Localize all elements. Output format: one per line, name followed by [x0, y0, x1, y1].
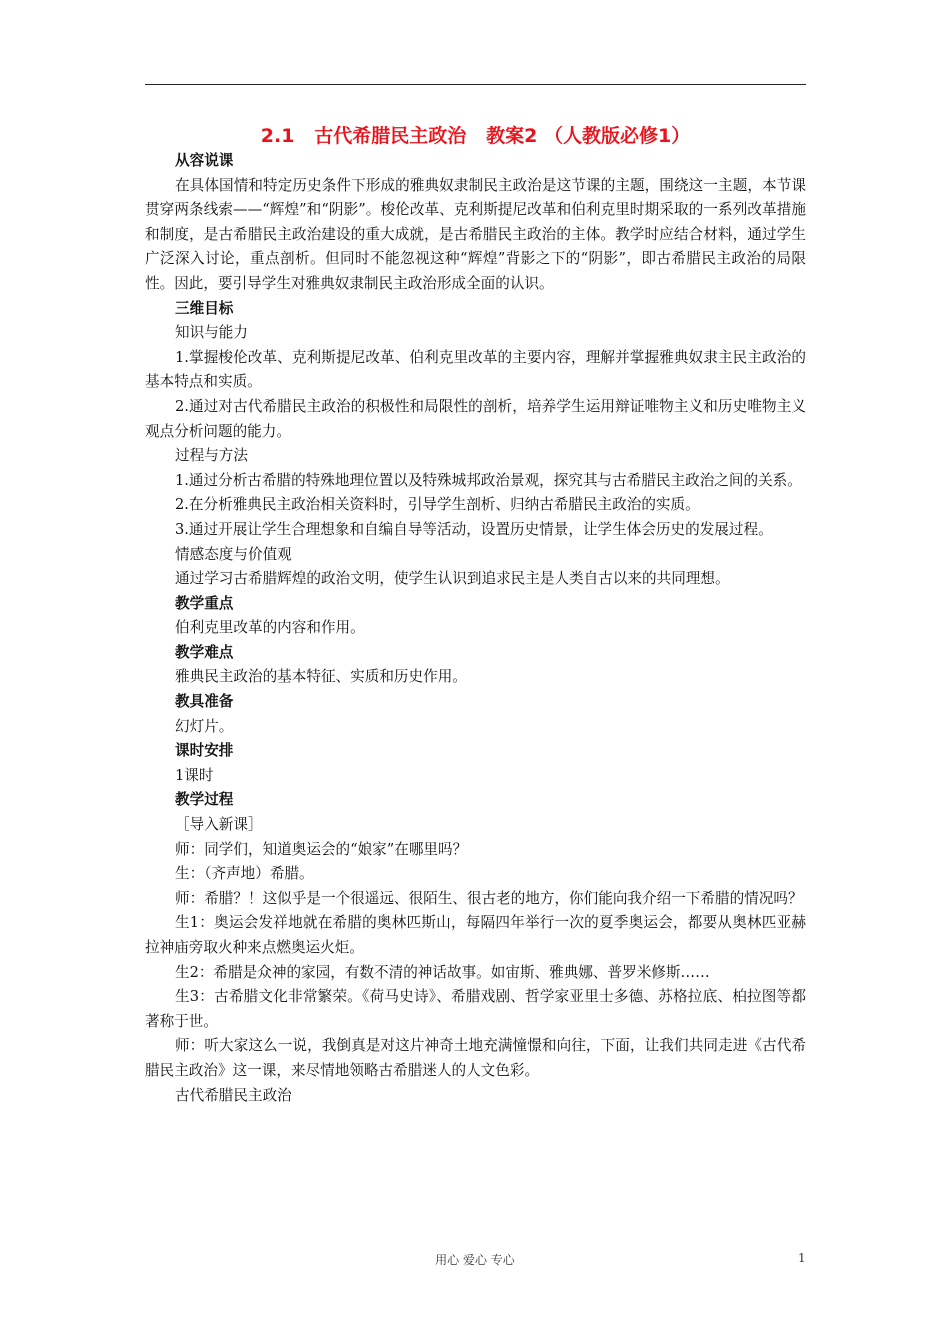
paragraph: 通过学习古希腊辉煌的政治文明，使学生认识到追求民主是人类自古以来的共同理想。	[175, 570, 730, 588]
paragraph: ［导入新课］	[175, 816, 263, 834]
dialogue-line: 生1：奥运会发祥地就在希腊的奥林匹斯山，每隔四年举行一次的夏季奥运会，都要从奥林匹亚赫拉神庙旁取火种来点燃奥运火炬。	[145, 914, 806, 956]
header-rule	[145, 84, 806, 85]
dialogue-line: 生2：希腊是众神的家园，有数不清的神话故事。如宙斯、雅典娜、普罗米修斯……	[175, 963, 710, 981]
dialogue-line: 生：（齐声地）希腊。	[175, 865, 314, 883]
paragraph: 雅典民主政治的基本特征、实质和历史作用。	[175, 668, 467, 686]
paragraph: 幻灯片。	[175, 717, 234, 735]
paragraph: 伯利克里改革的内容和作用。	[175, 619, 365, 637]
paragraph: 在具体国情和特定历史条件下形成的雅典奴隶制民主政治是这节课的主题，围绕这一主题，本节课贯穿两条线索——“辉煌”和“阴影”。梭伦改革、克利斯提尼改革和伯利克里时期采取的一系列改革措施和制度，是古希腊民主政治建设的重大成就，是古希腊民主政治的主体。教学时应结合材料，通过学生广泛深入讨论，重点剖析。但同时不能忽视这种“辉煌”背影之下的“阴影”，即古希腊民主政治的局限性。因此，要引导学生对雅典奴隶制民主政治形成全面的认识。	[145, 176, 806, 292]
paragraph: 1.通过分析古希腊的特殊地理位置以及特殊城邦政治景观，探究其与古希腊民主政治之间的关系。	[175, 471, 802, 489]
paragraph: 3.通过开展让学生合理想象和自编自导等活动，设置历史情景，让学生体会历史的发展过程。	[175, 520, 773, 538]
section-heading: 三维目标	[175, 299, 234, 317]
paragraph: 2.在分析雅典民主政治相关资料时，引导学生剖析、归纳古希腊民主政治的实质。	[175, 496, 700, 514]
dialogue-line: 师：希腊？！这似乎是一个很遥远、很陌生、很古老的地方，你们能向我介绍一下希腊的情况吗？	[175, 889, 803, 907]
document-title: 2.1 古代希腊民主政治 教案2 （人教版必修1）	[260, 125, 691, 147]
section-heading: 教学过程	[175, 791, 234, 809]
dialogue-line: 师：同学们，知道奥运会的“娘家”在哪里吗？	[175, 840, 468, 858]
section-heading: 课时安排	[175, 742, 234, 760]
page-number: 1	[798, 1251, 806, 1265]
subheading: 知识与能力	[175, 324, 248, 342]
section-heading: 教具准备	[175, 693, 234, 711]
paragraph: 古代希腊民主政治	[175, 1086, 292, 1104]
paragraph: 1课时	[175, 766, 214, 784]
page-footer: 用心 爱心 专心	[435, 1253, 515, 1267]
subheading: 情感态度与价值观	[175, 545, 292, 563]
document-body	[145, 149, 806, 1108]
section-heading: 从容说课	[175, 152, 234, 169]
subheading: 过程与方法	[175, 447, 248, 465]
paragraph: 2.通过对古代希腊民主政治的积极性和局限性的剖析，培养学生运用辩证唯物主义和历史唯物主义观点分析问题的能力。	[145, 397, 806, 440]
dialogue-line: 师：听大家这么一说，我倒真是对这片神奇土地充满憧憬和向往，下面，让我们共同走进《古代希腊民主政治》这一课，来尽情地领略古希腊迷人的人文色彩。	[145, 1037, 806, 1079]
section-heading: 教学难点	[175, 643, 234, 661]
dialogue-line: 生3：古希腊文化非常繁荣。《荷马史诗》、希腊戏剧、哲学家亚里士多德、苏格拉底、柏拉图等都著称于世。	[145, 988, 806, 1030]
section-heading: 教学重点	[175, 594, 234, 612]
paragraph: 1.掌握梭伦改革、克利斯提尼改革、伯利克里改革的主要内容，理解并掌握雅典奴隶主民主政治的基本特点和实质。	[145, 348, 806, 391]
